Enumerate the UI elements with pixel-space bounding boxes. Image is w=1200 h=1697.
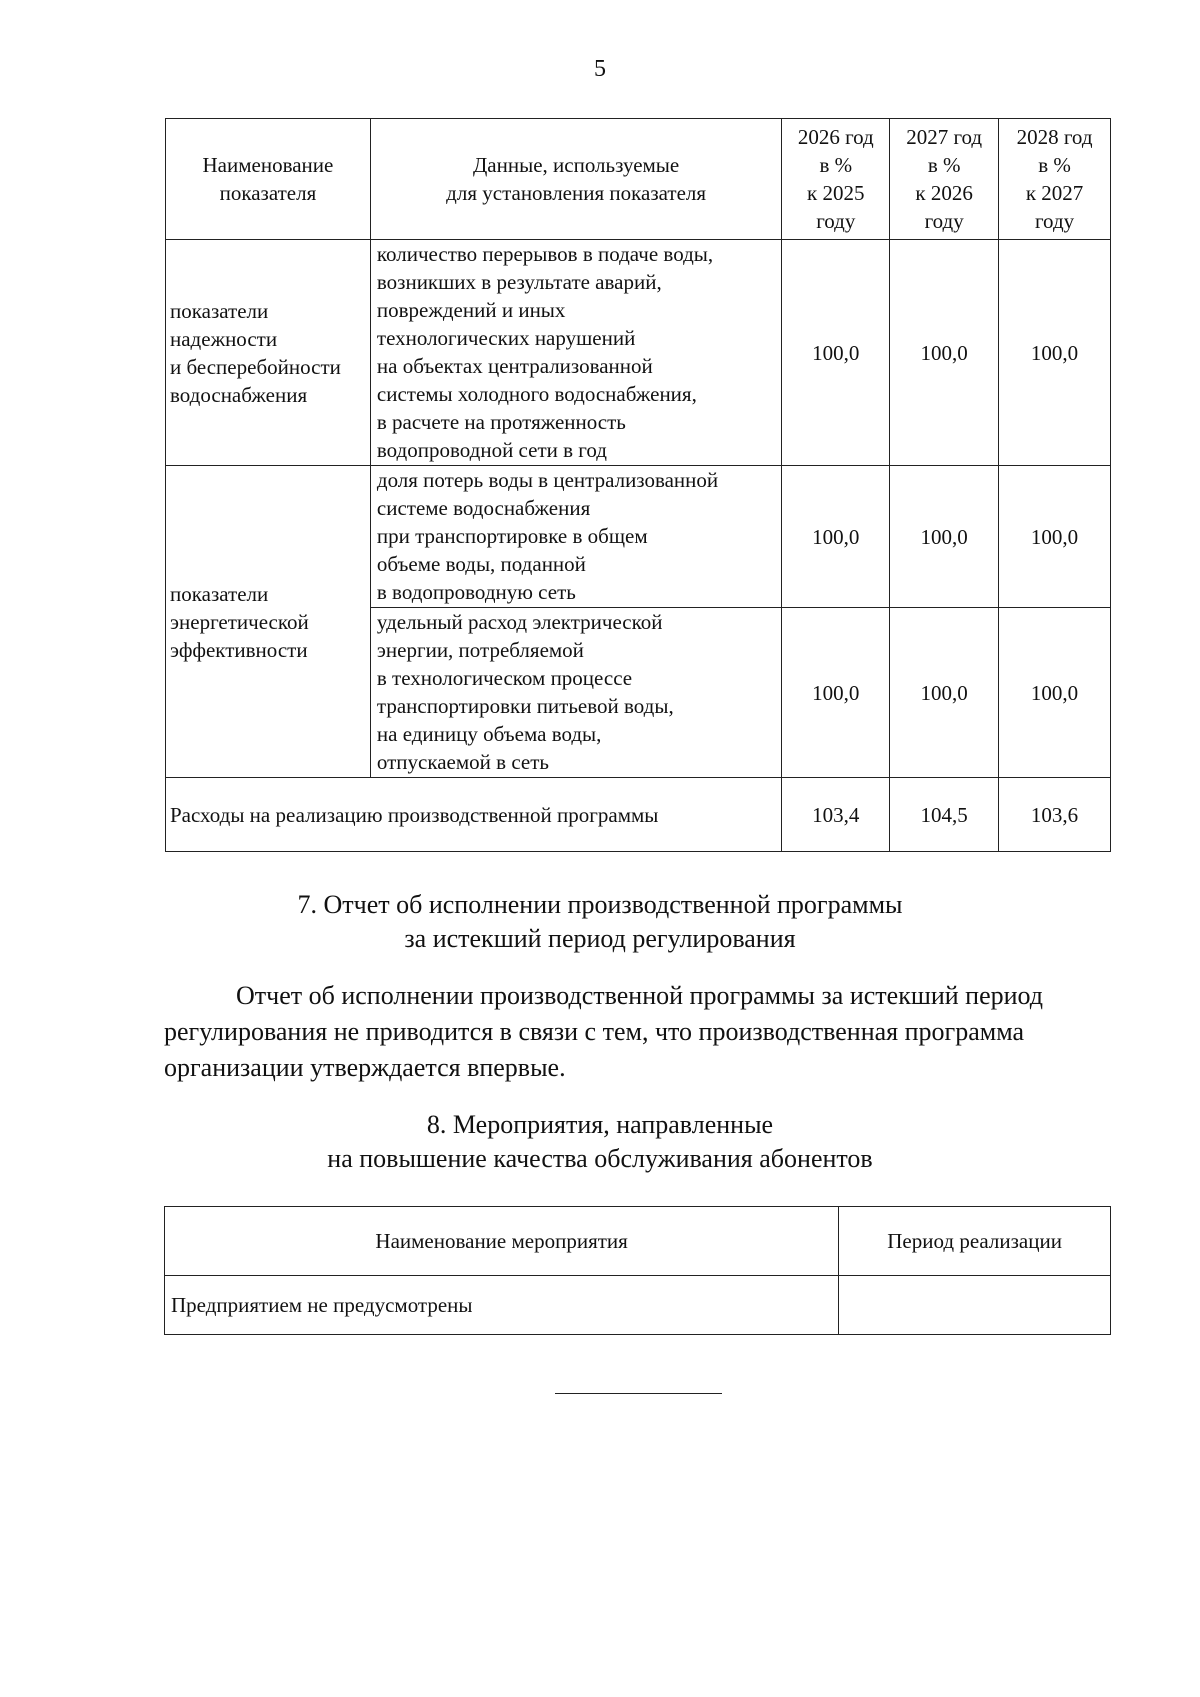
cell-line: возникших в результате аварий, xyxy=(376,270,662,294)
indicator-data-cell xyxy=(370,240,781,466)
cell-line: показатели xyxy=(170,581,269,606)
cell-line: технологических нарушений xyxy=(376,326,636,350)
heading-line: 8. Мероприятия, направленные xyxy=(426,1110,774,1139)
paragraph-line: Отчет об исполнении производственной программы за истекший период xyxy=(236,981,1044,1010)
total-row xyxy=(166,778,1111,852)
value-2026: 100,0 xyxy=(782,608,890,778)
cell-line: доля потерь воды в централизованной xyxy=(376,468,719,492)
section7-heading xyxy=(0,888,1200,956)
cell-line: количество перерывов в подаче воды, xyxy=(376,242,714,266)
cell-line: при транспортировке в общем xyxy=(376,524,648,548)
header-line: году xyxy=(924,209,964,233)
indicator-group-name xyxy=(166,240,371,466)
cell-line: на объектах централизованной xyxy=(376,354,653,378)
cell-line: водопроводной сети в год xyxy=(376,438,607,462)
header-line: в % xyxy=(1038,153,1071,177)
cell-line: на единицу объема воды, xyxy=(376,722,602,746)
indicators-header-row xyxy=(166,119,1111,240)
table-row xyxy=(165,1276,1111,1335)
total-label: Расходы на реализацию производственной программы xyxy=(166,778,782,852)
cell-line: эффективности xyxy=(170,637,308,662)
paragraph-line: организации утверждается впервые. xyxy=(164,1053,566,1082)
page-number: 5 xyxy=(594,56,606,82)
total-2028: 103,6 xyxy=(999,778,1111,852)
value-2028: 100,0 xyxy=(999,466,1111,608)
header-line: в % xyxy=(819,153,853,177)
indicator-data-cell xyxy=(370,466,781,608)
cell-line: водоснабжения xyxy=(170,382,308,407)
cell-line: в технологическом процессе xyxy=(376,666,633,690)
header-2028 xyxy=(999,119,1111,240)
table-row xyxy=(166,240,1111,466)
end-rule xyxy=(555,1393,722,1394)
indicator-data-cell xyxy=(370,608,781,778)
header-2026 xyxy=(782,119,890,240)
header-2027 xyxy=(890,119,999,240)
table-row xyxy=(166,466,1111,608)
header-measure-name: Наименование мероприятия xyxy=(165,1207,839,1276)
cell-line: системы холодного водоснабжения, xyxy=(376,382,697,406)
value-2027: 100,0 xyxy=(890,608,999,778)
measures-header-row xyxy=(165,1207,1111,1276)
cell-line: повреждений и иных xyxy=(376,298,566,322)
section8-heading xyxy=(0,1108,1200,1176)
measures-table xyxy=(164,1206,1111,1335)
header-line: 2026 год xyxy=(797,125,874,149)
header-indicator-name xyxy=(166,119,371,240)
value-2028: 100,0 xyxy=(999,608,1111,778)
cell-line: объеме воды, поданной xyxy=(376,552,586,576)
cell-line: системе водоснабжения xyxy=(376,496,591,520)
measure-name: Предприятием не предусмотрены xyxy=(165,1276,839,1335)
cell-line: в водопроводную сеть xyxy=(376,580,576,604)
cell-line: энергетической xyxy=(170,609,309,634)
indicators-table xyxy=(165,118,1111,852)
section7-paragraph xyxy=(164,978,1112,1086)
header-line: 2028 год xyxy=(1016,125,1093,149)
header-source-data xyxy=(370,119,781,240)
cell-line: удельный расход электрической xyxy=(376,610,663,634)
header-period: Период реализации xyxy=(839,1207,1111,1276)
total-2026: 103,4 xyxy=(782,778,890,852)
cell-line: надежности xyxy=(170,326,278,351)
total-2027: 104,5 xyxy=(890,778,999,852)
cell-line: отпускаемой в сеть xyxy=(376,750,549,774)
heading-line: за истекший период регулирования xyxy=(404,924,796,953)
header-line: к 2025 xyxy=(807,181,865,205)
header-line: к 2027 xyxy=(1025,181,1084,205)
cell-line: и бесперебойности xyxy=(170,354,341,379)
indicator-group-name xyxy=(166,466,371,778)
value-2026: 100,0 xyxy=(782,466,890,608)
value-2027: 100,0 xyxy=(890,466,999,608)
value-2027: 100,0 xyxy=(890,240,999,466)
header-line: в % xyxy=(927,153,961,177)
measure-period xyxy=(839,1276,1111,1335)
header-line: году xyxy=(1034,209,1075,233)
header-line: для установления показателя xyxy=(446,181,707,205)
paragraph-line: регулирования не приводится в связи с тем, что производственная программа xyxy=(164,1017,1025,1046)
header-line: Данные, используемые xyxy=(472,153,680,177)
value-2026: 100,0 xyxy=(782,240,890,466)
heading-line: на повышение качества обслуживания абонентов xyxy=(327,1144,873,1173)
cell-line: транспортировки питьевой воды, xyxy=(376,694,674,718)
header-line: показателя xyxy=(219,181,317,205)
header-line: 2027 год xyxy=(906,125,983,149)
cell-line: показатели xyxy=(170,298,269,323)
value-2028: 100,0 xyxy=(999,240,1111,466)
header-line: Наименование xyxy=(202,153,334,177)
heading-line: 7. Отчет об исполнении производственной программы xyxy=(297,890,903,919)
header-line: году xyxy=(816,209,856,233)
header-line: к 2026 xyxy=(915,181,973,205)
cell-line: в расчете на протяженность xyxy=(376,410,626,434)
cell-line: энергии, потребляемой xyxy=(376,638,584,662)
